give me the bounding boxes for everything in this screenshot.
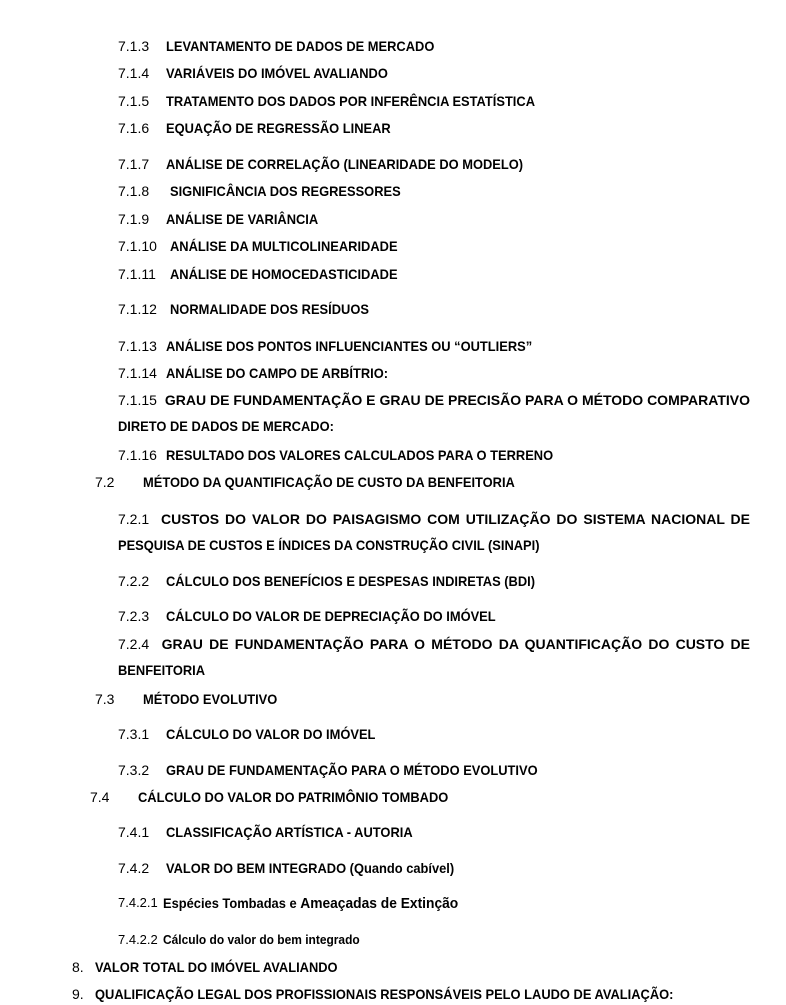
toc-title: ANÁLISE DE CORRELAÇÃO (LINEARIDADE DO MODELO) <box>166 156 524 172</box>
toc-title-part-c: Ameaçadas de Extinção <box>300 895 459 912</box>
toc-title: ANÁLISE DA MULTICOLINEARIDADE <box>170 238 398 254</box>
toc-number: 7.1.6 <box>118 120 150 136</box>
toc-title: VALOR TOTAL DO IMÓVEL AVALIANDO <box>95 959 338 975</box>
toc-number: 7.1.16 <box>118 447 157 463</box>
toc-item-7-1-15 <box>0 392 786 434</box>
toc-title-line-2: PESQUISA DE CUSTOS E ÍNDICES DA CONSTRUÇÃO CIVIL (SINAPI) <box>118 537 540 553</box>
toc-number: 7.1.4 <box>118 65 150 81</box>
toc-title: TRATAMENTO DOS DADOS POR INFERÊNCIA ESTATÍSTICA <box>166 93 535 109</box>
toc-title: CÁLCULO DO VALOR DO PATRIMÔNIO TOMBADO <box>138 789 449 805</box>
toc-title: EQUAÇÃO DE REGRESSÃO LINEAR <box>166 120 391 136</box>
toc-title: NORMALIDADE DOS RESÍDUOS <box>170 301 369 317</box>
toc-title: ANÁLISE DE VARIÂNCIA <box>166 211 319 227</box>
toc-title: MÉTODO DA QUANTIFICAÇÃO DE CUSTO DA BENFEITORIA <box>143 474 515 490</box>
toc-title: VARIÁVEIS DO IMÓVEL AVALIANDO <box>166 65 388 81</box>
toc-title-line-1 <box>118 636 750 652</box>
toc-title: SIGNIFICÂNCIA DOS REGRESSORES <box>170 183 401 199</box>
toc-number: 7.1.9 <box>118 211 150 227</box>
toc-number: 7.1.7 <box>118 156 150 172</box>
toc-title <box>166 860 454 876</box>
toc-item-7-2-4 <box>0 636 786 678</box>
toc-title-line-2: DIRETO DE DADOS DE MERCADO: <box>118 418 334 434</box>
toc-number: 7.4.1 <box>118 824 150 840</box>
toc-number: 7.1.14 <box>118 365 157 381</box>
toc-title-part-b: e <box>289 895 297 911</box>
toc-number: 7.4 <box>90 789 110 805</box>
toc-number: 7.4.2 <box>118 860 150 876</box>
toc-number: 7.3.1 <box>118 726 150 742</box>
toc-title: CÁLCULO DO VALOR DO IMÓVEL <box>166 726 376 742</box>
toc-title-part-a: Espécies Tombadas <box>163 895 286 911</box>
toc-title: ANÁLISE DO CAMPO DE ARBÍTRIO: <box>166 365 389 381</box>
toc-number: 7.3 <box>95 691 115 707</box>
toc-title <box>163 895 458 912</box>
toc-number: 9. <box>72 986 84 1002</box>
toc-title: MÉTODO EVOLUTIVO <box>143 691 278 707</box>
toc-number: 7.1.3 <box>118 38 150 54</box>
toc-item-7-2-1 <box>0 511 786 553</box>
toc-number: 7.2.2 <box>118 573 150 589</box>
toc-title: GRAU DE FUNDAMENTAÇÃO E GRAU DE PRECISÃO PARA O MÉTODO COMPARATIVO <box>164 392 750 408</box>
toc-title: ANÁLISE DOS PONTOS INFLUENCIANTES OU “OUTLIERS” <box>166 338 533 354</box>
toc-number: 7.2.4 <box>118 636 150 652</box>
toc-title: LEVANTAMENTO DE DADOS DE MERCADO <box>166 38 435 54</box>
toc-title: ANÁLISE DE HOMOCEDASTICIDADE <box>170 266 398 282</box>
toc-number: 7.1.8 <box>118 183 150 199</box>
toc-title: CÁLCULO DO VALOR DE DEPRECIAÇÃO DO IMÓVEL <box>166 608 496 624</box>
toc-title: GRAU DE FUNDAMENTAÇÃO PARA O MÉTODO EVOLUTIVO <box>166 762 538 778</box>
toc-title-main: VALOR DO BEM INTEGRADO <box>166 860 347 876</box>
toc-title-line-2: BENFEITORIA <box>118 662 206 678</box>
toc-title: CUSTOS DO VALOR DO PAISAGISMO COM UTILIZAÇÃO DO SISTEMA NACIONAL DE <box>161 511 750 527</box>
toc-title: CLASSIFICAÇÃO ARTÍSTICA - AUTORIA <box>166 824 413 840</box>
toc-number: 7.1.13 <box>118 338 157 354</box>
toc-number: 7.4.2.1 <box>118 895 158 910</box>
toc-number: 8. <box>72 959 84 975</box>
toc-number: 7.2 <box>95 474 115 490</box>
toc-number: 7.3.2 <box>118 762 150 778</box>
toc-title: GRAU DE FUNDAMENTAÇÃO PARA O MÉTODO DA QUANTIFICAÇÃO DO CUSTO DE <box>161 636 750 652</box>
toc-number: 7.1.5 <box>118 93 150 109</box>
toc-number: 7.1.10 <box>118 238 157 254</box>
toc-title: RESULTADO DOS VALORES CALCULADOS PARA O TERRENO <box>166 447 554 463</box>
toc-title-suffix: (Quando cabível) <box>349 860 455 876</box>
toc-number: 7.2.1 <box>118 511 150 527</box>
toc-number: 7.1.15 <box>118 392 157 408</box>
toc-title-line-1 <box>118 392 750 408</box>
toc-number: 7.1.12 <box>118 301 157 317</box>
toc-title: QUALIFICAÇÃO LEGAL DOS PROFISSIONAIS RESPONSÁVEIS PELO LAUDO DE AVALIAÇÃO: <box>95 986 674 1002</box>
toc-number: 7.1.11 <box>118 266 156 282</box>
toc-title: Cálculo do valor do bem integrado <box>163 932 360 947</box>
toc-number: 7.2.3 <box>118 608 150 624</box>
toc-number: 7.4.2.2 <box>118 932 158 947</box>
toc-title-line-1 <box>118 511 750 527</box>
toc-title: CÁLCULO DOS BENEFÍCIOS E DESPESAS INDIRETAS (BDI) <box>166 573 536 589</box>
